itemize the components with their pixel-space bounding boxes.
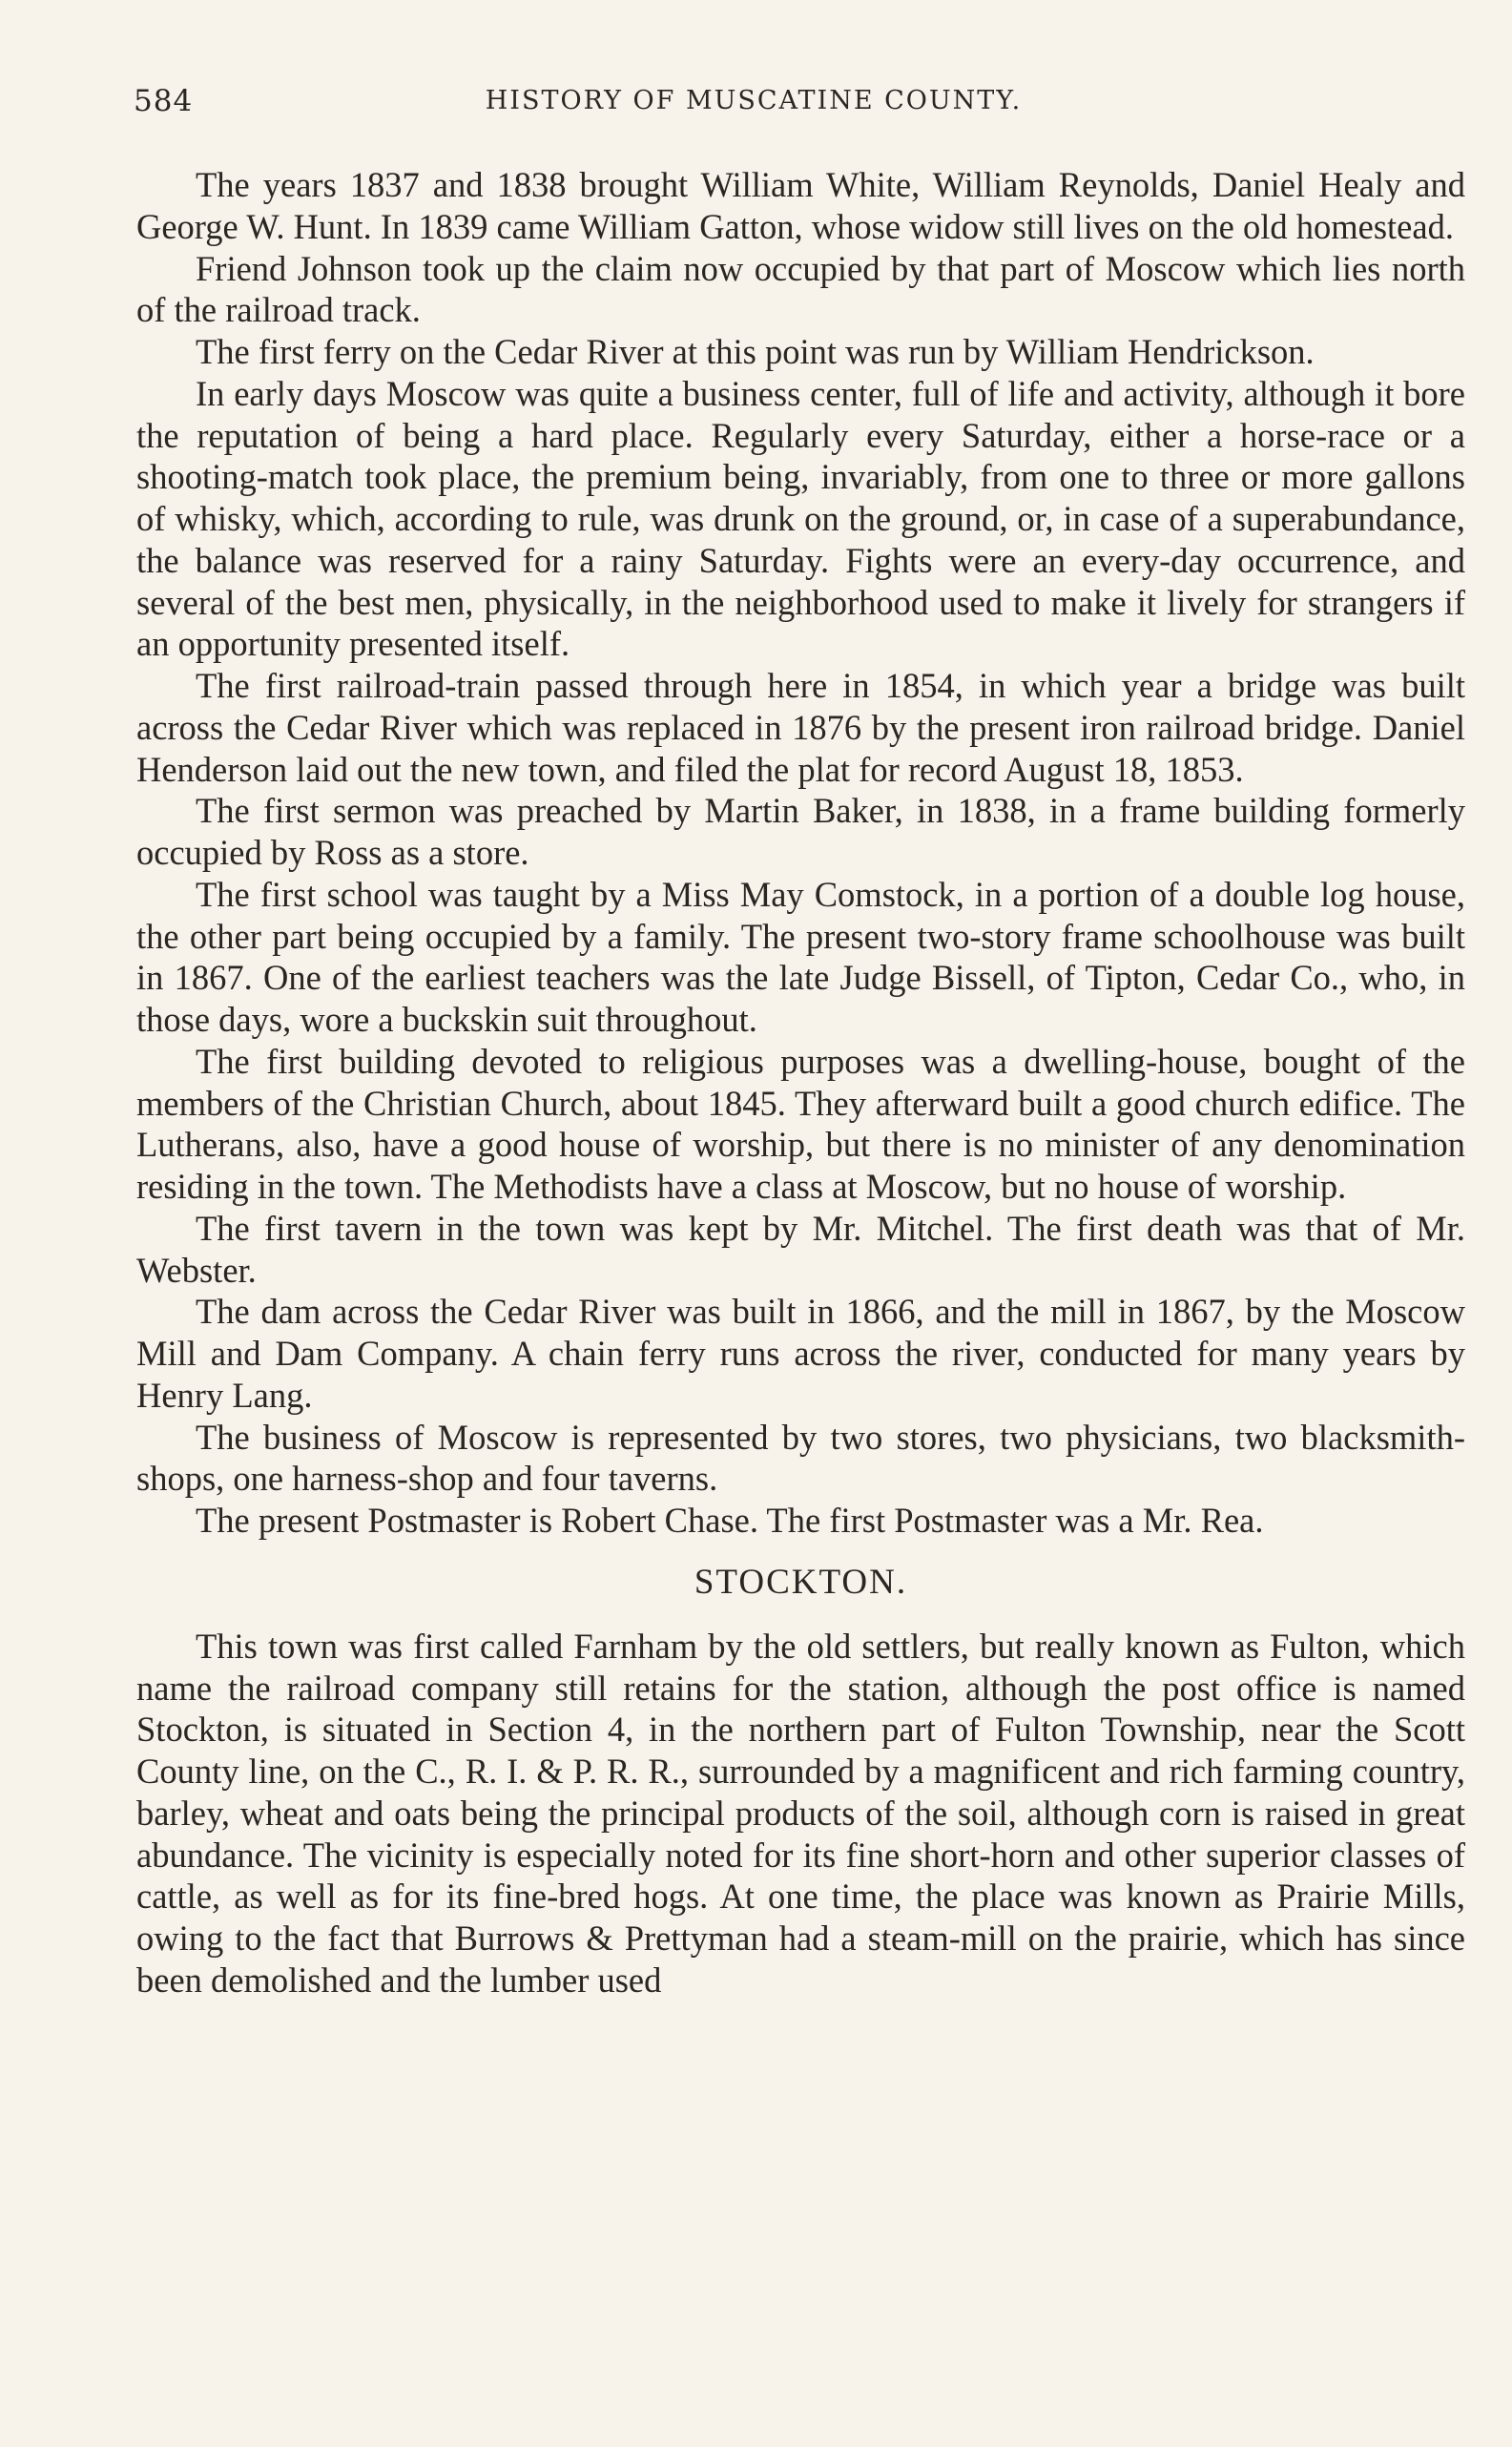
paragraph-stockton-history: This town was first called Farnham by the old settlers, but really known as Fulton, which name the railroad company still retains for the station, although the post office is named Stockton, is situated in Section 4, in the northern part of Fulton Township, near the Scott County line, on the C., R. I. & P. R. R., surrounded by a magnificent and rich farming country, barley, wheat and oats being the principal products of the soil, although corn is raised in great abundance. The vicinity is especially noted for its fine short-horn and other superior classes of cattle, as well as for its fine-bred hogs. At one time, the place was known as Prairie Mills, owing to the fact that Burrows & Prettyman had a steam-mill on the prairie, which has since been demolished and the lumber used [136,1626,1465,2000]
paragraph-first-tavern: The first tavern in the town was kept by Mr. Mitchel. The first death was that of Mr. Webster. [136,1208,1465,1290]
paragraph-postmaster: The present Postmaster is Robert Chase. The first Postmaster was a Mr. Rea. [196,1501,1264,1540]
paragraph-settlers: The years 1837 and 1838 brought William White, William Reynolds, Daniel Healy and George W. Hunt. In 1839 came William Gatton, whose widow still lives on the old homestead. [136,165,1465,246]
body-text [136,164,1465,2001]
page-number: 584 [134,84,194,118]
paragraph-railroad: The first railroad-train passed through here in 1854, in which year a bridge was built across the Cedar River which was replaced in 1876 by the present iron railroad bridge. Daniel Henderson laid out the new town, and filed the plat for record August 18, 1853. [136,666,1465,789]
paragraph-johnson-claim: Friend Johnson took up the claim now occupied by that part of Moscow which lies north of the railroad track. [136,248,1465,330]
paragraph-business: The business of Moscow is represented by two stores, two physicians, two blacksmith-shops, one harness-shop and four taverns. [136,1417,1465,1499]
paragraph-religious-buildings: The first building devoted to religious purposes was a dwelling-house, bought of the members of the Christian Church, about 1845. They afterward built a good church edifice. The Lutherans, also, have a good house of worship, but there is no minister of any denomination residing in the town. The Methodists have a class at Moscow, but no house of worship. [136,1041,1465,1206]
paragraph-first-ferry: The first ferry on the Cedar River at this point was run by William Hendrickson. [196,332,1315,371]
book-title: HISTORY OF MUSCATINE COUNTY. [485,86,1023,115]
running-head [134,84,1374,132]
paragraph-first-school: The first school was taught by a Miss May Comstock, in a portion of a double log house, the other part being occupied by a family. The present two-story frame schoolhouse was built in 1867. One of the earliest teachers was the late Judge Bissell, of Tipton, Cedar Co., who, in those days, wore a buckskin suit throughout. [136,874,1465,1039]
paragraph-early-days: In early days Moscow was quite a business center, full of life and activity, although it bore the reputation of being a hard place. Regularly every Saturday, either a horse-race or a shooting-match took place, the premium being, invariably, from one to three or more gallons of whisky, which, according to rule, was drunk on the ground, or, in case of a superabundance, the balance was reserved for a rainy Saturday. Fights were an every-day occurrence, and several of the best men, physically, in the neighborhood used to make it lively for strangers if an opportunity presented itself. [136,373,1465,664]
section-heading-stockton: STOCKTON. [694,1562,908,1602]
paragraph-dam-and-mill: The dam across the Cedar River was built in 1866, and the mill in 1867, by the Moscow Mill and Dam Company. A chain ferry runs across the river, conducted for many years by Henry Lang. [136,1292,1465,1415]
paragraph-first-sermon: The first sermon was preached by Martin Baker, in 1838, in a frame building formerly occupied by Ross as a store. [136,791,1465,872]
